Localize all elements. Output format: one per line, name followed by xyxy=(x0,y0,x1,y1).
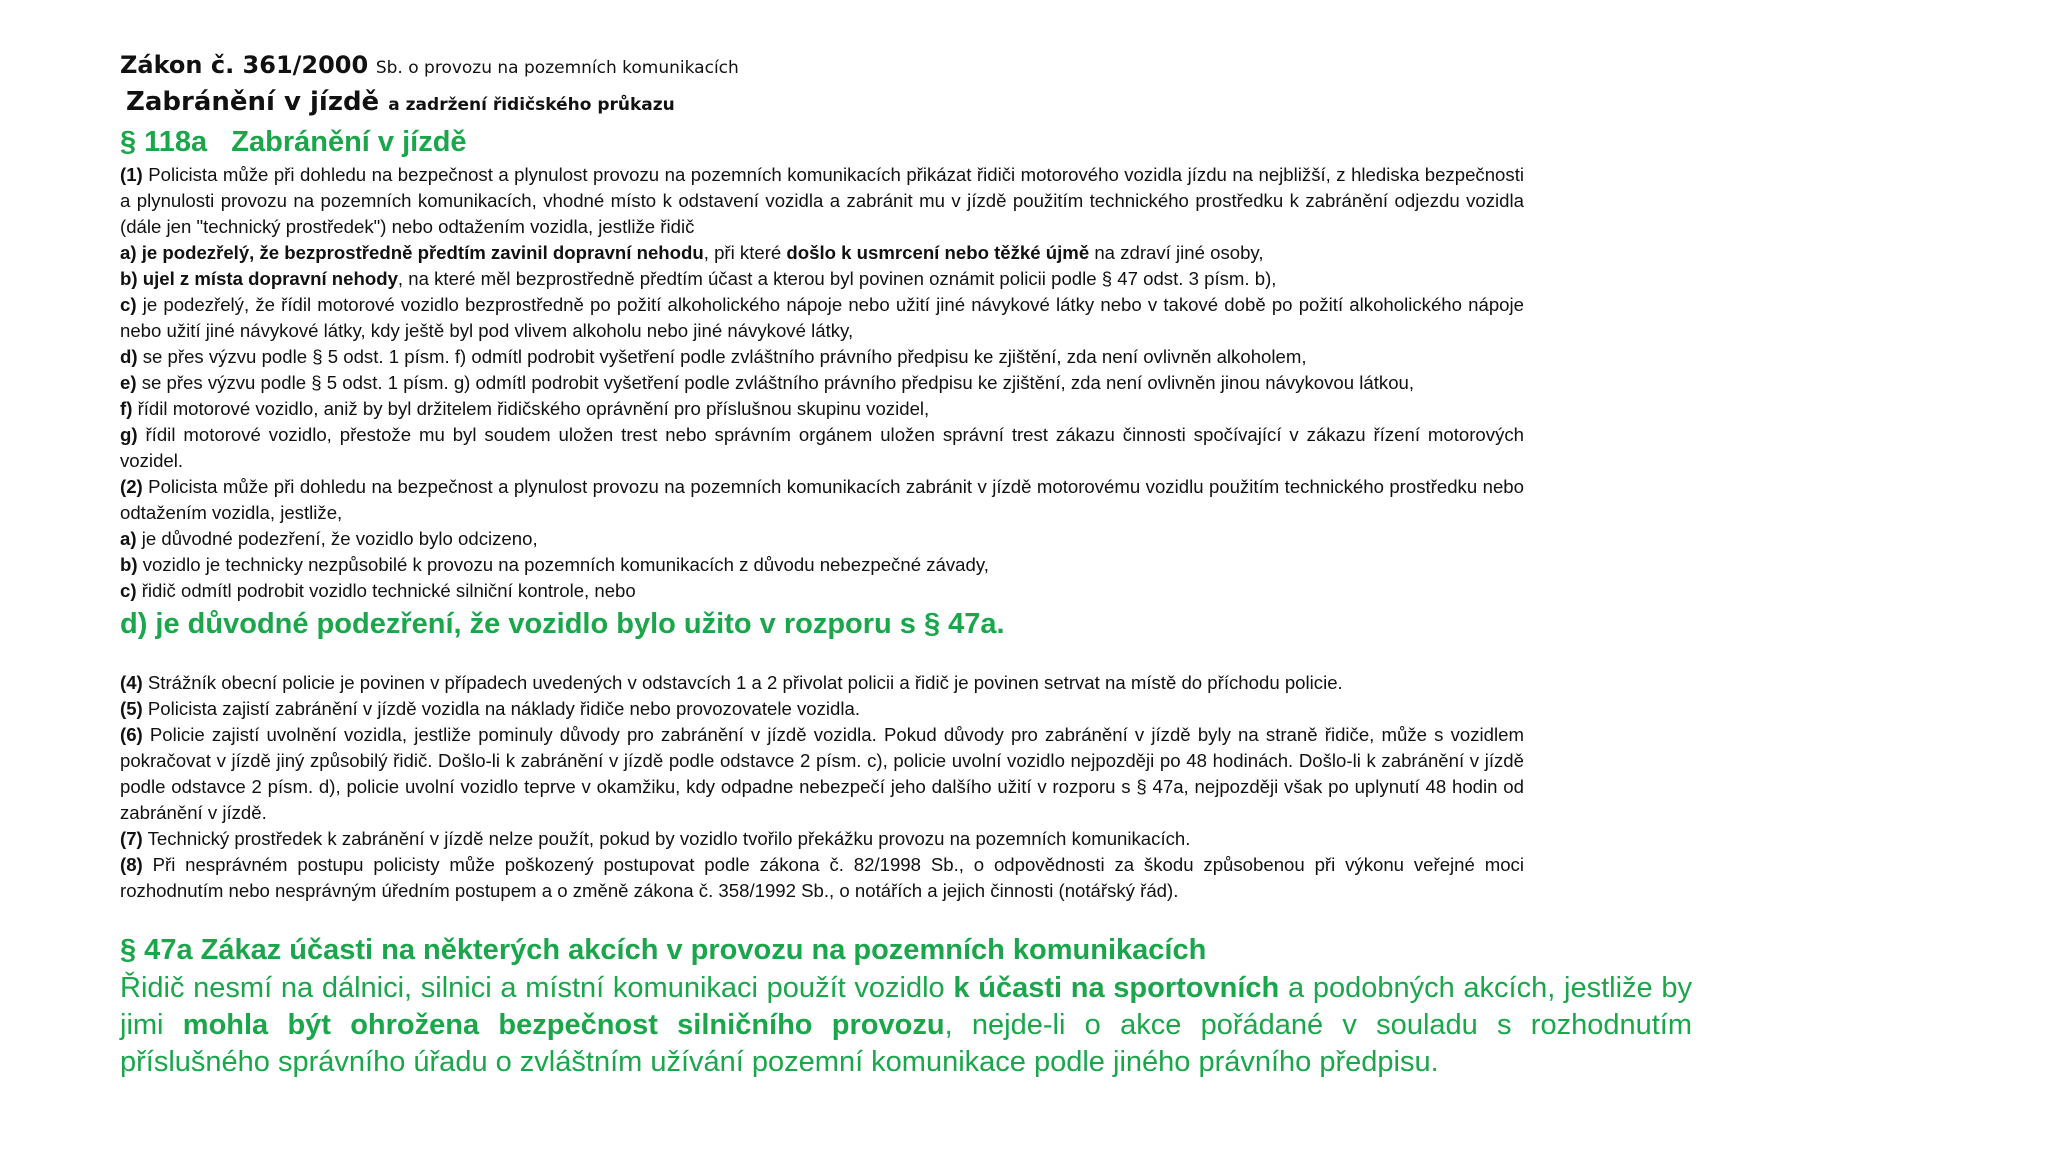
paragraph-number: (8) xyxy=(120,854,143,875)
paragraph-6 xyxy=(120,722,1524,826)
bold-text: k účasti na sportovních xyxy=(953,972,1280,1004)
item-letter: f) xyxy=(120,398,133,419)
text: a podobných akcích, jestliže by jimi xyxy=(120,972,1692,1041)
spacer xyxy=(120,904,1680,930)
item-text: se přes výzvu podle § 5 odst. 1 písm. f) odmítl podrobit vyšetření podle zvláštního právního předpisu ke zjištění, zda není ovlivněn alkoholem, xyxy=(142,346,1307,367)
item-a xyxy=(120,240,1524,266)
topic-main: Zabránění v jízdě xyxy=(126,87,380,117)
item-2b xyxy=(120,552,1524,578)
section-118a-body xyxy=(120,162,1524,604)
paragraph-text: Policie zajistí uvolnění vozidla, jestliže pominuly důvody pro zabránění v jízdě vozidla. Pokud důvody pro zabránění v jízdě byly na straně řidiče, může s vozidlem pokračovat v jízdě jiný způsobilý řidič. Došlo-li k zabránění v jízdě podle odstavce 2 písm. c), policie uvolní vozidlo nejpozději po 48 hodinách. Došlo-li k zabránění v jízdě podle odstavce 2 písm. d), policie uvolní vozidlo teprve v okamžiku, kdy odpadne nebezpečí jeho dalšího užití v rozporu s § 47a, nejpozději však po uplynutí 48 hodin od zabránění v jízdě. xyxy=(120,724,1524,823)
item-bold-text: a) je podezřelý, že bezprostředně předtím zavinil dopravní nehodu xyxy=(120,242,704,263)
section-47a-body xyxy=(120,970,1692,1081)
item-text: , při které xyxy=(703,242,782,263)
item-text: na zdraví jiné osoby, xyxy=(1094,242,1264,263)
paragraph-number: (4) xyxy=(120,672,143,693)
law-number: Zákon č. 361/2000 xyxy=(120,51,369,79)
paragraph-text: Policista může při dohledu na bezpečnost a plynulost provozu na pozemních komunikacích přikázat řidiči motorového vozidla jízdu na nejbližší, z hlediska bezpečnosti a plynulosti provozu na pozemních komunikacích, vhodné místo k odstavení vozidla a zabránit mu v jízdě použitím technického prostředku k zabránění odjezdu vozidla (dále jen "technický prostředek") nebo odtažením vozidla, jestliže řidič xyxy=(120,164,1524,237)
text: , nejde-li o akce pořádané v souladu s rozhodnutím příslušného správního úřadu o zvláštním užívání pozemní komunikace podle jiného právního předpisu. xyxy=(120,1009,1693,1078)
item-d xyxy=(120,344,1524,370)
paragraph-1 xyxy=(120,162,1524,240)
paragraph-number: (2) xyxy=(120,476,143,497)
paragraph-number: (5) xyxy=(120,698,143,719)
topic-title xyxy=(126,85,1680,122)
item-bold-text: došlo k usmrcení nebo těžké újmě xyxy=(786,242,1090,263)
paragraph-2 xyxy=(120,474,1524,526)
item-text: vozidlo je technicky nezpůsobilé k provozu na pozemních komunikacích z důvodu nebezpečné závady, xyxy=(142,554,989,575)
text: Řidič nesmí na dálnici, silnici a místní komunikaci použít vozidlo xyxy=(120,972,945,1004)
paragraph-text: Technický prostředek k zabránění v jízdě nelze použít, pokud by vozidlo tvořilo překážku provozu na pozemních komunikacích. xyxy=(147,828,1191,849)
topic-subtitle: a zadržení řidičského průkazu xyxy=(388,95,675,115)
item-text: řídil motorové vozidlo, přestože mu byl soudem uložen trest nebo správním orgánem uložen správní trest zákazu činnosti spočívající v zákazu řízení motorových vozidel. xyxy=(120,424,1524,471)
item-letter: d) xyxy=(120,346,138,367)
item-letter: b) xyxy=(120,554,138,575)
item-letter: c) xyxy=(120,294,137,315)
item-text: je podezřelý, že řídil motorové vozidlo bezprostředně po požití alkoholického nápoje nebo užití jiné návykové látky nebo v takové době po požití alkoholického nápoje nebo užití jiné návykové látky, kdy ještě byl pod vlivem alkoholu nebo jiné návykové látky, xyxy=(120,294,1524,341)
paragraph-number: (6) xyxy=(120,724,143,745)
law-subtitle: Sb. o provozu na pozemních komunikacích xyxy=(375,58,739,78)
item-letter: c) xyxy=(120,580,137,601)
item-text: řídil motorové vozidlo, aniž by byl držitelem řidičského oprávnění pro příslušnou skupinu vozidel, xyxy=(137,398,930,419)
item-e xyxy=(120,370,1524,396)
law-title xyxy=(120,48,1680,85)
item-c xyxy=(120,292,1524,344)
paragraph-text: Policista zajistí zabránění v jízdě vozidla na náklady řidiče nebo provozovatele vozidla. xyxy=(147,698,861,719)
paragraph-number: (7) xyxy=(120,828,143,849)
item-f xyxy=(120,396,1524,422)
item-bold-text: b) ujel z místa dopravní nehody xyxy=(120,268,398,289)
paragraph-7 xyxy=(120,826,1524,852)
paragraph-4 xyxy=(120,670,1524,696)
section-118a-heading: § 118a Zabránění v jízdě xyxy=(120,126,467,158)
bold-text: mohla být ohrožena bezpečnost silničního provozu xyxy=(182,1009,945,1041)
item-text: se přes výzvu podle § 5 odst. 1 písm. g) odmítl podrobit vyšetření podle zvláštního právního předpisu ke zjištění, zda není ovlivněn jinou návykovou látkou, xyxy=(141,372,1415,393)
item-letter: a) xyxy=(120,528,137,549)
item-letter: g) xyxy=(120,424,138,445)
section-118a-body-cont xyxy=(120,670,1524,904)
paragraph-text: Strážník obecní policie je povinen v případech uvedených v odstavcích 1 a 2 přivolat policii a řidič je povinen setrvat na místě do příchodu policie. xyxy=(147,672,1343,693)
paragraph-text: Policista může při dohledu na bezpečnost a plynulost provozu na pozemních komunikacích zabránit v jízdě motorovému vozidlu použitím technického prostředku nebo odtažením vozidla, jestliže, xyxy=(120,476,1524,523)
item-text: je důvodné podezření, že vozidlo bylo odcizeno, xyxy=(141,528,538,549)
paragraph-5 xyxy=(120,696,1524,722)
item-2a xyxy=(120,526,1524,552)
item-b xyxy=(120,266,1524,292)
item-text: řidič odmítl podrobit vozidlo technické silniční kontrole, nebo xyxy=(141,580,636,601)
item-g xyxy=(120,422,1524,474)
item-2c xyxy=(120,578,1524,604)
item-text: , na které měl bezprostředně předtím účast a kterou byl povinen oznámit policii podle § 47 odst. 3 písm. b), xyxy=(397,268,1277,289)
item-2d-highlight: d) je důvodné podezření, že vozidlo bylo užito v rozporu s § 47a. xyxy=(120,608,1005,640)
document-page xyxy=(120,48,1693,1081)
paragraph-number: (1) xyxy=(120,164,143,185)
item-letter: e) xyxy=(120,372,137,393)
section-47a-heading: § 47a Zákaz účasti na některých akcích v provozu na pozemních komunikacích xyxy=(120,934,1207,966)
paragraph-8 xyxy=(120,852,1524,904)
paragraph-text: Při nesprávném postupu policisty může poškozený postupovat podle zákona č. 82/1998 Sb., o odpovědnosti za škodu způsobenou při výkonu veřejné moci rozhodnutím nebo nesprávným úředním postupem a o změně zákona č. 358/1992 Sb., o notářích a jejich činnosti (notářský řád). xyxy=(120,854,1524,901)
